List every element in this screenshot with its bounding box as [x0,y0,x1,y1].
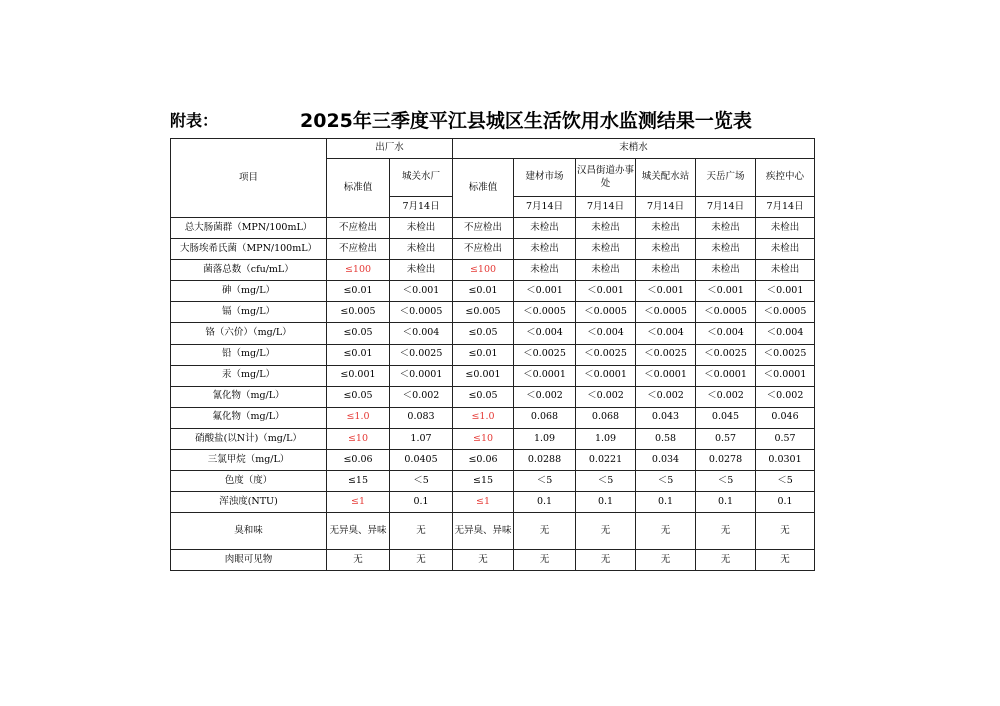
result-tap: 无 [514,513,576,550]
result-tap: 未检出 [576,260,636,281]
item-name: 氰化物（mg/L） [171,386,327,407]
result-tap: ＜0.001 [696,281,756,302]
result-factory: ＜5 [390,471,453,492]
table-row [171,323,815,344]
result-tap: ＜0.0025 [514,344,576,365]
site-header-tap: 疾控中心 [756,159,815,197]
result-tap: 未检出 [756,260,815,281]
result-tap: 未检出 [696,260,756,281]
result-tap: 0.1 [636,492,696,513]
table-row [171,550,815,571]
table-row [171,344,815,365]
result-tap: 无 [756,513,815,550]
result-tap: 0.58 [636,428,696,449]
standard-value-tap: ≤0.05 [453,323,514,344]
standard-value-tap: ≤0.01 [453,281,514,302]
standard-value-tap: ≤100 [453,260,514,281]
result-tap: ＜0.001 [756,281,815,302]
item-name: 汞（mg/L） [171,365,327,386]
item-name: 氟化物（mg/L） [171,407,327,428]
result-tap: ＜0.001 [576,281,636,302]
table-row [171,492,815,513]
result-tap: ＜0.004 [514,323,576,344]
item-name: 臭和味 [171,513,327,550]
standard-value-tap: ≤0.06 [453,450,514,471]
item-name: 三氯甲烷（mg/L） [171,450,327,471]
result-factory: 0.1 [390,492,453,513]
result-tap: 未检出 [696,218,756,239]
table-row [171,302,815,323]
result-tap: 未检出 [514,239,576,260]
table-row [171,218,815,239]
result-factory: 未检出 [390,239,453,260]
result-tap: 0.0288 [514,450,576,471]
table-row [171,260,815,281]
result-tap: ＜0.002 [696,386,756,407]
result-tap: ＜0.0001 [514,365,576,386]
standard-value-tap: 不应检出 [453,218,514,239]
standard-value-tap: 不应检出 [453,239,514,260]
result-tap: 0.0221 [576,450,636,471]
table-row [171,239,815,260]
result-tap: ＜0.001 [514,281,576,302]
result-factory: 未检出 [390,260,453,281]
standard-value-factory: ≤15 [327,471,390,492]
sample-date: 7月14日 [756,197,815,218]
result-tap: 0.068 [514,407,576,428]
standard-value-factory: ≤0.005 [327,302,390,323]
result-tap: 0.0301 [756,450,815,471]
standard-value-factory: ≤0.01 [327,281,390,302]
result-tap: 0.046 [756,407,815,428]
result-tap: 0.57 [756,428,815,449]
result-tap: ＜0.004 [576,323,636,344]
item-name: 砷（mg/L） [171,281,327,302]
result-tap: ＜0.0005 [756,302,815,323]
result-factory: 未检出 [390,218,453,239]
result-tap: ＜0.0005 [696,302,756,323]
item-header: 项目 [171,139,327,218]
result-tap: 0.1 [756,492,815,513]
result-factory: ＜0.0001 [390,365,453,386]
standard-value-factory: ≤0.05 [327,386,390,407]
sample-date: 7月14日 [696,197,756,218]
standard-value-factory: ≤1.0 [327,407,390,428]
item-name: 浑浊度(NTU) [171,492,327,513]
site-header-tap: 城关配水站 [636,159,696,197]
result-tap: 0.1 [576,492,636,513]
table-row [171,450,815,471]
item-name: 大肠埃希氏菌（MPN/100mL） [171,239,327,260]
page-title: 2025年三季度平江县城区生活饮用水监测结果一览表 [300,110,752,132]
result-tap: 1.09 [514,428,576,449]
item-name: 色度（度） [171,471,327,492]
result-tap: 未检出 [636,218,696,239]
result-tap: 未检出 [696,239,756,260]
site-header-tap: 天岳广场 [696,159,756,197]
result-factory: ＜0.001 [390,281,453,302]
result-tap: ＜0.0025 [756,344,815,365]
result-tap: ＜0.002 [514,386,576,407]
result-tap: 未检出 [756,239,815,260]
site-header-tap: 汉昌街道办事处 [576,159,636,197]
result-tap: 未检出 [514,218,576,239]
table-row [171,365,815,386]
item-name: 铅（mg/L） [171,344,327,365]
result-factory: 无 [390,513,453,550]
item-name: 铬（六价）（mg/L） [171,323,327,344]
result-tap: 0.045 [696,407,756,428]
result-tap: ＜0.004 [636,323,696,344]
group-header-factory: 出厂水 [327,139,453,159]
sample-date: 7月14日 [636,197,696,218]
table-row [171,281,815,302]
result-tap: ＜0.0005 [514,302,576,323]
result-tap: 无 [576,513,636,550]
standard-value-factory: 无异臭、异味 [327,513,390,550]
result-factory: ＜0.0025 [390,344,453,365]
result-tap: 1.09 [576,428,636,449]
result-tap: 0.034 [636,450,696,471]
result-factory: ＜0.004 [390,323,453,344]
result-factory: 无 [390,550,453,571]
standard-header-factory: 标准值 [327,159,390,218]
result-tap: 未检出 [576,218,636,239]
standard-value-factory: ≤100 [327,260,390,281]
result-factory: 1.07 [390,428,453,449]
result-tap: ＜0.002 [576,386,636,407]
table-row [171,513,815,550]
result-factory: 0.083 [390,407,453,428]
standard-value-tap: ≤0.01 [453,344,514,365]
result-factory: 0.0405 [390,450,453,471]
sample-date: 7月14日 [514,197,576,218]
table-row [171,407,815,428]
result-tap: ＜0.002 [756,386,815,407]
result-tap: ＜5 [756,471,815,492]
result-tap: ＜0.004 [696,323,756,344]
result-tap: 0.57 [696,428,756,449]
result-tap: 无 [756,550,815,571]
result-tap: 0.068 [576,407,636,428]
standard-value-tap: ≤1.0 [453,407,514,428]
item-name: 菌落总数（cfu/mL） [171,260,327,281]
result-tap: ＜0.0025 [576,344,636,365]
result-tap: ＜5 [514,471,576,492]
result-tap: ＜0.002 [636,386,696,407]
standard-value-tap: ≤10 [453,428,514,449]
item-name: 肉眼可见物 [171,550,327,571]
result-tap: 无 [576,550,636,571]
result-tap: 0.1 [696,492,756,513]
standard-value-tap: ≤15 [453,471,514,492]
result-tap: 无 [636,513,696,550]
standard-value-factory: 无 [327,550,390,571]
result-tap: ＜0.0001 [696,365,756,386]
result-tap: ＜5 [696,471,756,492]
result-tap: 未检出 [514,260,576,281]
result-tap: 0.1 [514,492,576,513]
result-tap: ＜0.004 [756,323,815,344]
result-tap: ＜0.0025 [696,344,756,365]
standard-value-tap: 无异臭、异味 [453,513,514,550]
site-header-tap: 建材市场 [514,159,576,197]
result-tap: 无 [696,513,756,550]
result-tap: ＜0.0001 [756,365,815,386]
result-factory: ＜0.0005 [390,302,453,323]
sample-date: 7月14日 [576,197,636,218]
page-header [170,106,815,136]
standard-value-factory: 不应检出 [327,239,390,260]
standard-value-factory: ≤0.01 [327,344,390,365]
standard-value-tap: ≤1 [453,492,514,513]
standard-value-tap: 无 [453,550,514,571]
item-name: 硝酸盐(以N计)（mg/L） [171,428,327,449]
table-row [171,428,815,449]
result-tap: 无 [696,550,756,571]
monitoring-results-table [170,138,815,571]
result-tap: ＜0.0001 [576,365,636,386]
standard-value-factory: ≤0.001 [327,365,390,386]
item-name: 镉（mg/L） [171,302,327,323]
table-row [171,471,815,492]
standard-value-tap: ≤0.005 [453,302,514,323]
result-tap: 未检出 [636,239,696,260]
sample-date: 7月14日 [390,197,453,218]
standard-value-tap: ≤0.001 [453,365,514,386]
result-tap: ＜0.0025 [636,344,696,365]
site-header-factory: 城关水厂 [390,159,453,197]
result-tap: ＜5 [576,471,636,492]
result-tap: ＜0.0005 [636,302,696,323]
result-tap: ＜0.001 [636,281,696,302]
result-tap: 0.0278 [696,450,756,471]
group-header-tap: 末梢水 [453,139,815,159]
result-tap: 未检出 [756,218,815,239]
result-tap: 无 [514,550,576,571]
result-tap: 未检出 [576,239,636,260]
result-tap: 0.043 [636,407,696,428]
result-tap: 未检出 [636,260,696,281]
attachment-label: 附表： [170,111,219,130]
result-tap: ＜0.0001 [636,365,696,386]
standard-value-factory: ≤1 [327,492,390,513]
result-tap: ＜0.0005 [576,302,636,323]
item-name: 总大肠菌群（MPN/100mL） [171,218,327,239]
standard-header-tap: 标准值 [453,159,514,218]
table-row [171,386,815,407]
standard-value-factory: ≤10 [327,428,390,449]
standard-value-factory: ≤0.05 [327,323,390,344]
standard-value-tap: ≤0.05 [453,386,514,407]
result-tap: ＜5 [636,471,696,492]
standard-value-factory: ≤0.06 [327,450,390,471]
standard-value-factory: 不应检出 [327,218,390,239]
result-tap: 无 [636,550,696,571]
result-factory: ＜0.002 [390,386,453,407]
